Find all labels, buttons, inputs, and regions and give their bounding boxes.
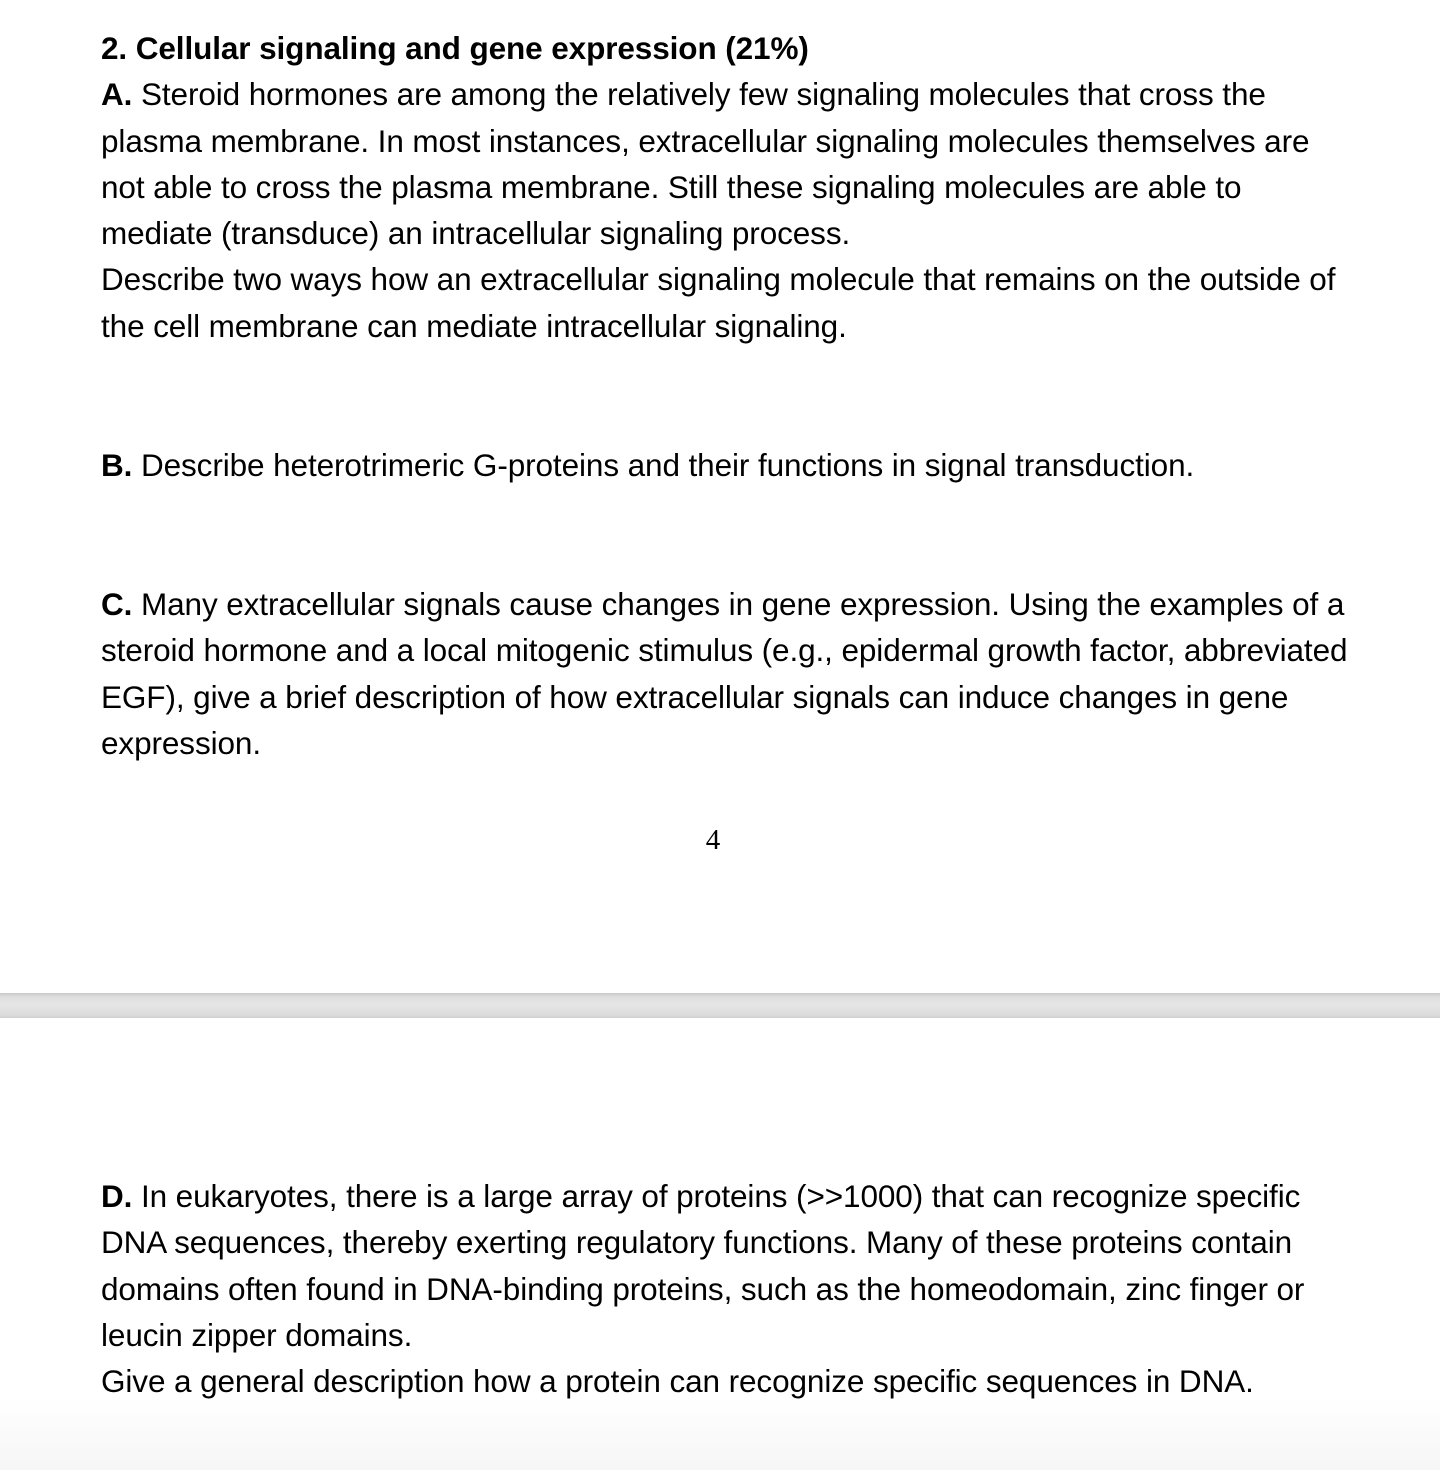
question-a-prompt: Describe two ways how an extracellular signaling molecule that remains on the outside of the cell membrane can mediate intracellular signaling. <box>101 261 1336 344</box>
question-a-body: Steroid hormones are among the relatively few signaling molecules that cross the plasma membrane. In most instances, extracellular signaling molecules themselves are not able to cross the plasma membrane. Still these signaling molecules are able to mediate (transduce) an intracellular signaling process. <box>101 76 1310 252</box>
question-b-body: Describe heterotrimeric G-proteins and their functions in signal transduction. <box>132 447 1195 483</box>
question-b-block <box>101 442 1361 488</box>
page-number: 4 <box>705 824 721 856</box>
question-c-label: C. <box>101 586 133 622</box>
question-c-block <box>101 581 1361 766</box>
document-page-5 <box>0 1018 1440 1470</box>
question-a-label: A. <box>101 76 133 113</box>
question-d-label: D. <box>101 1178 133 1214</box>
page-separator <box>0 993 1440 1018</box>
question-a-text <box>101 71 1361 256</box>
question-b-label: B. <box>101 447 133 483</box>
question-c-body: Many extracellular signals cause changes in gene expression. Using the examples of a steroid hormone and a local mitogenic stimulus (e.g., epidermal growth factor, abbreviated EGF), give a brief description of how extracellular signals can induce changes in gene expression. <box>101 586 1348 761</box>
section-2-block <box>101 25 1361 349</box>
question-d-body: In eukaryotes, there is a large array of proteins (>>1000) that can recognize specific DNA sequences, thereby exerting regulatory functions. Many of these proteins contain domains often found in DNA-binding proteins, such as the homeodomain, zinc finger or leucin zipper domains. <box>101 1178 1305 1353</box>
question-c-text <box>101 581 1361 766</box>
question-d-block <box>101 1173 1361 1404</box>
section-heading: 2. Cellular signaling and gene expression (21%) <box>101 30 809 66</box>
question-d-text <box>101 1173 1361 1358</box>
question-d-prompt: Give a general description how a protein can recognize specific sequences in DNA. <box>101 1363 1254 1400</box>
question-b-text <box>101 442 1361 488</box>
